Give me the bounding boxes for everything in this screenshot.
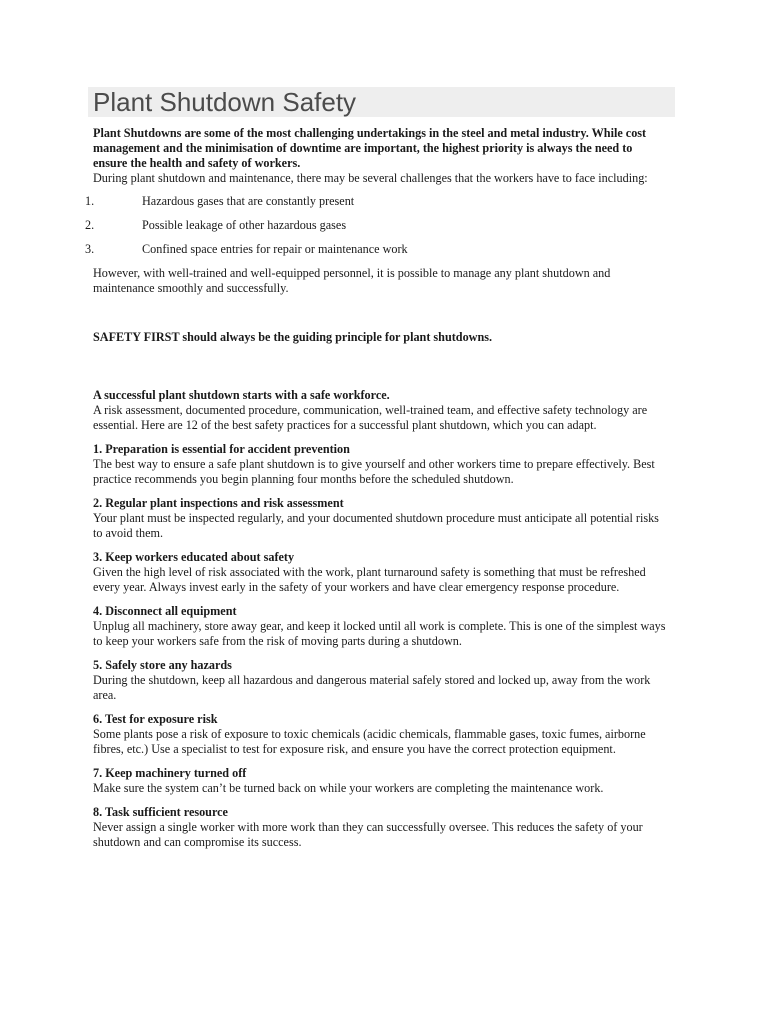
intro-bold-paragraph: Plant Shutdowns are some of the most challenging undertakings in the steel and metal industry. While cost management and the minimisation of downtime are important, the highest priority is always the need to ensure the health and safety of workers. [93, 126, 647, 170]
challenges-list [85, 193, 668, 265]
practice-heading: 5. Safely store any hazards [93, 658, 232, 672]
successful-heading: A successful plant shutdown starts with a safe workforce. [93, 388, 390, 402]
list-item-text: Hazardous gases that are constantly present [142, 194, 355, 208]
practice-section [93, 712, 668, 757]
practice-heading: 2. Regular plant inspections and risk assessment [93, 496, 344, 510]
practice-text: Never assign a single worker with more work than they can successfully oversee. This reduces the safety of your shutdown and can compromise its success. [93, 820, 643, 849]
practice-section [93, 766, 668, 796]
page-title: Plant Shutdown Safety [93, 87, 357, 117]
practice-section [93, 604, 668, 649]
practice-heading: 7. Keep machinery turned off [93, 766, 247, 780]
practice-text: The best way to ensure a safe plant shutdown is to give yourself and other workers time to prepare effectively. Best practice recommends you begin planning four months before the scheduled shutdown. [93, 457, 655, 486]
practice-heading: 3. Keep workers educated about safety [93, 550, 295, 564]
practice-text: During the shutdown, keep all hazardous and dangerous material safely stored and locked up, away from the work area. [93, 673, 651, 702]
practice-section [93, 550, 668, 595]
practice-text: Given the high level of risk associated with the work, plant turnaround safety is something that must be refreshed every year. Always invest early in the safety of your workers and have clear emergency response procedure. [93, 565, 646, 594]
practice-section [93, 658, 668, 703]
list-item [85, 193, 668, 217]
practice-heading: 6. Test for exposure risk [93, 712, 218, 726]
practice-heading: 8. Task sufficient resource [93, 805, 228, 819]
successful-paragraph: A risk assessment, documented procedure, communication, well-trained team, and effective safety technology are essential. Here are 12 of the best safety practices for a successful plant shutdown, which you can adapt. [93, 403, 648, 432]
list-item [85, 241, 668, 265]
intro-paragraph: During plant shutdown and maintenance, there may be several challenges that the workers have to face including: [93, 171, 648, 185]
document-body [85, 126, 668, 850]
list-item-text: Confined space entries for repair or maintenance work [142, 242, 408, 256]
safety-first-statement: SAFETY FIRST should always be the guiding principle for plant shutdowns. [93, 330, 493, 344]
however-paragraph: However, with well-trained and well-equipped personnel, it is possible to manage any plant shutdown and maintenance smoothly and successfully. [93, 266, 611, 295]
practice-heading: 1. Preparation is essential for accident prevention [93, 442, 350, 456]
practice-text: Make sure the system can’t be turned back on while your workers are completing the maintenance work. [93, 781, 604, 795]
practice-section [93, 496, 668, 541]
practice-heading: 4. Disconnect all equipment [93, 604, 237, 618]
list-item-number: 1. [85, 194, 95, 208]
list-item-number: 3. [85, 242, 95, 256]
practice-section [93, 442, 668, 487]
list-item-number: 2. [85, 218, 95, 232]
practice-section [93, 805, 668, 850]
practice-text: Unplug all machinery, store away gear, and keep it locked until all work is complete. This is one of the simplest ways to keep your workers safe from the risk of moving parts during a shutdown. [93, 619, 666, 648]
practice-text: Some plants pose a risk of exposure to toxic chemicals (acidic chemicals, flammable gases, toxic fumes, airborne fibres, etc.) Use a specialist to test for exposure risk, and ensure you have the correct protection equipment. [93, 727, 646, 756]
list-item-text: Possible leakage of other hazardous gases [142, 218, 347, 232]
list-item [85, 217, 668, 241]
practice-text: Your plant must be inspected regularly, and your documented shutdown procedure must anticipate all potential risks to avoid them. [93, 511, 659, 540]
